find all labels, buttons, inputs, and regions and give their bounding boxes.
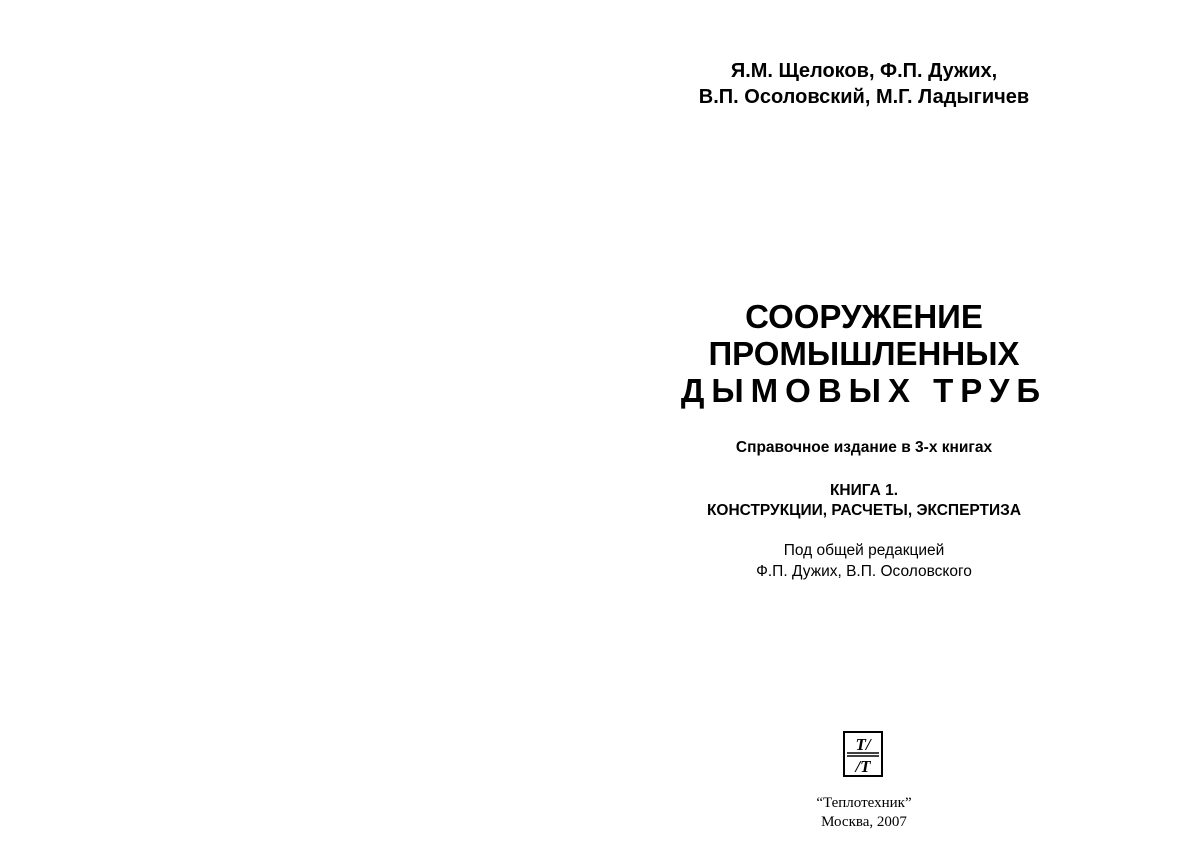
title-line-2: ПРОМЫШЛЕННЫХ bbox=[708, 335, 1020, 372]
publisher-name: “Теплотехник” bbox=[816, 795, 912, 811]
authors bbox=[664, 58, 1064, 110]
title-line-3: ДЫМОВЫХ ТРУБ bbox=[680, 372, 1048, 409]
book-subtitle: Справочное издание в 3-х книгах bbox=[735, 439, 993, 456]
title-line-1: СООРУЖЕНИЕ bbox=[745, 298, 983, 335]
authors-line-2: В.П. Осоловский, М.Г. Ладыгичев bbox=[698, 86, 1030, 108]
volume-name: КОНСТРУКЦИИ, РАСЧЕТЫ, ЭКСПЕРТИЗА bbox=[706, 502, 1022, 519]
authors-line-1: Я.М. Щелоков, Ф.П. Дужих, bbox=[730, 60, 998, 82]
logo-top-text: T/ bbox=[855, 735, 871, 754]
editors-line-1: Под общей редакцией bbox=[783, 542, 945, 559]
book-title bbox=[664, 298, 1064, 409]
volume-number: КНИГА 1. bbox=[829, 482, 899, 499]
publisher-logo-tt-icon bbox=[843, 731, 883, 777]
editors bbox=[664, 540, 1064, 582]
publisher-info bbox=[664, 794, 1064, 832]
publisher-city-year: Москва, 2007 bbox=[821, 814, 907, 830]
editors-line-2: Ф.П. Дужих, В.П. Осоловского bbox=[756, 563, 972, 580]
volume-info bbox=[664, 481, 1064, 521]
logo-bottom-text: /T bbox=[855, 757, 871, 775]
